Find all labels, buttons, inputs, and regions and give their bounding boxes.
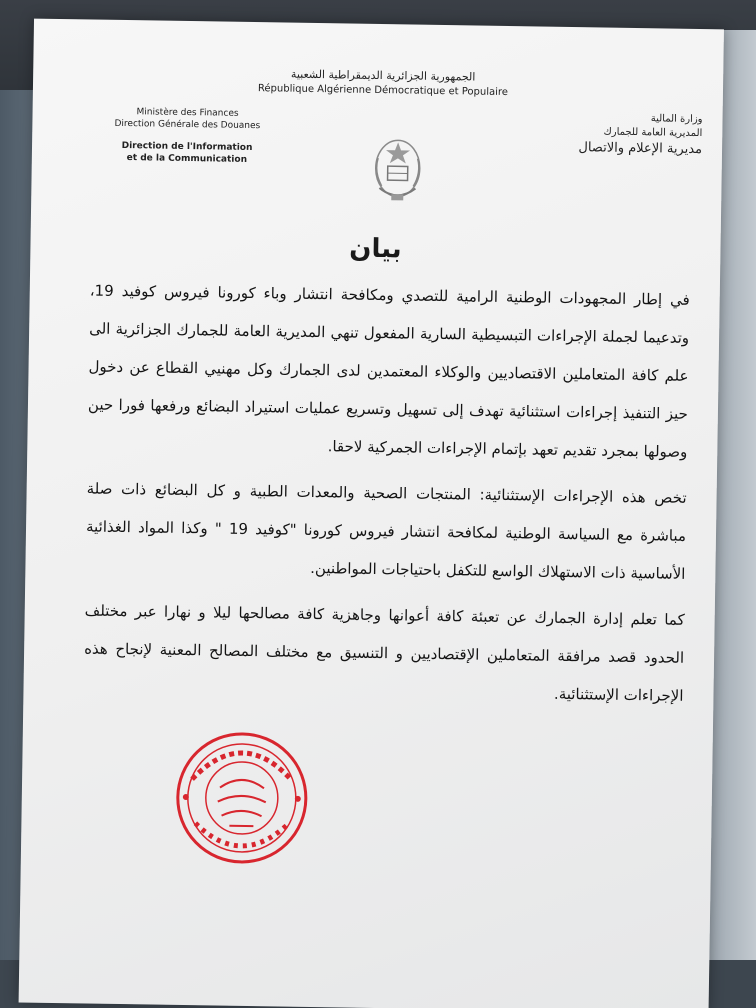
official-seal-icon: [171, 727, 313, 869]
republic-name-arabic: الجمهورية الجزائرية الديمقراطية الشعبية: [290, 67, 476, 84]
document-sheet: [19, 19, 724, 1008]
customs-emblem-icon: [365, 128, 430, 209]
document-title: بيان: [349, 233, 402, 265]
ministry-name-french: Ministère des Finances: [136, 107, 239, 119]
republic-header: [253, 66, 513, 100]
republic-name-french: République Algérienne Démocratique et Populaire: [257, 83, 509, 99]
division-name-arabic: مديرية الإعلام والاتصال: [578, 140, 703, 158]
french-letterhead: [92, 106, 283, 167]
directorate-name-french: Direction Générale des Douanes: [114, 118, 261, 132]
division-name-french-line1: Direction de l'Information: [121, 140, 253, 154]
ministry-name-arabic: وزارة المالية: [650, 113, 703, 126]
paragraph-3: كما تعلم إدارة الجمارك عن تعبئة كافة أعوانها وجاهزية كافة مصالحها ليلا و نهارا عبر مختلف الحدود قصد مرافقة المتعاملين الإقتصاديين و التنسيق مع مختلف المصالح المعنية لإنجاح هذه الإجراءات الإستثنائية.: [84, 601, 685, 705]
paragraph-2: تخص هذه الإجراءات الإستثنائية: المنتجات الصحية والمعدات الطبية و كل البضائع ذات صلة مباشرة مع السياسة الوطنية لمكافحة انتشار فيروس كورونا "كوفيد 19 " وكذا المواد الغذائية الأساسية ذات الاستهلاك الواسع للتكفل باحتياجات المواطنين.: [85, 479, 687, 583]
directorate-name-arabic: المديرية العامة للجمارك: [603, 126, 703, 140]
paragraph-1: في إطار المجهودات الوطنية الرامية للتصدي ومكافحة انتشار وباء كورونا فيروس كوفيد 19، وتدعيما لجملة الإجراءات التبسيطية السارية المفعول تنهي المديرية العامة للجمارك الجزائرية الى علم كافة المتعاملين الاقتصاديين والوكلاء المعتمدين لدى الجمارك وكل مهنيي القطاع عن دخول حيز التنفيذ إجراءات استثنائية تهدف إلى تسهيل وتسريع عمليات استيراد البضائع ورفعها فورا حين وصولها بمجرد تقديم تعهد بإتمام الإجراءات الجمركية لاحقا.: [87, 281, 690, 461]
arabic-letterhead: [532, 110, 703, 159]
document-body: [83, 271, 690, 722]
division-name-french-line2: et de la Communication: [126, 153, 248, 165]
